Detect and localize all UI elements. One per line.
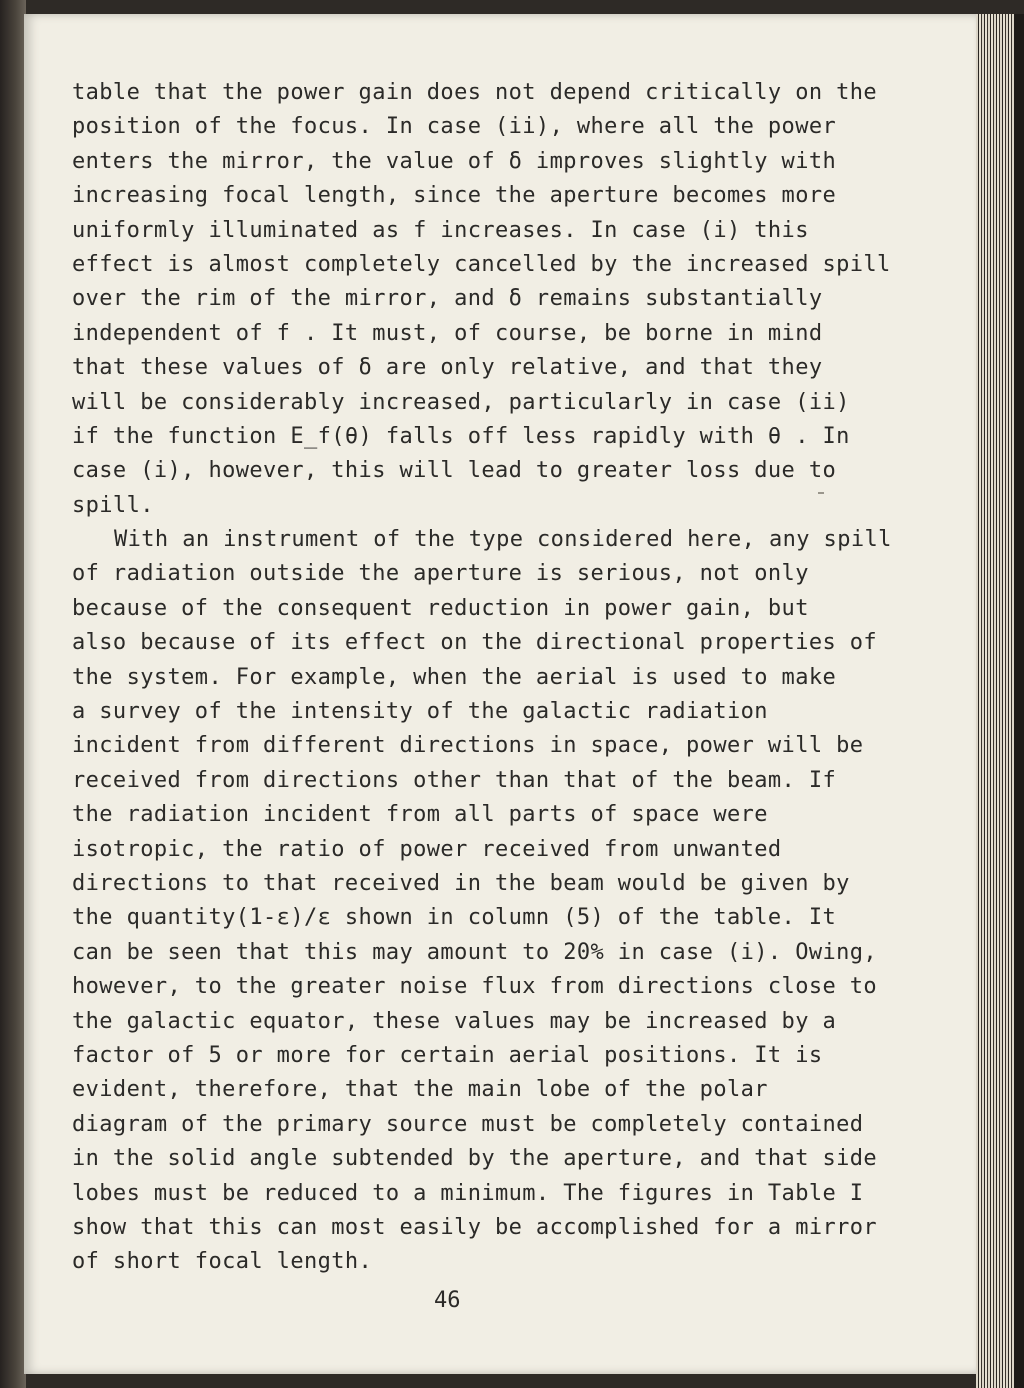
text-line: case (i), however, this will lead to greater loss due to (72, 458, 837, 484)
text-line: enters the mirror, the value of δ improves slightly with (72, 148, 837, 174)
binding-edge (0, 0, 26, 1388)
page-number: 46 (434, 1288, 461, 1313)
text-line: the galactic equator, these values may be increased by a (72, 1008, 837, 1034)
text-line: of short focal length. (72, 1249, 373, 1275)
text-line: the quantity(1-ε)/ε shown in column (5) of the table. It (72, 905, 837, 931)
text-line: independent of f . It must, of course, be borne in mind (72, 320, 823, 346)
text-line: lobes must be reduced to a minimum. The figures in Table I (72, 1180, 864, 1206)
paragraph-start-line: With an instrument of the type considered here, any spill (114, 527, 892, 553)
text-line: if the function E_f(θ) falls off less rapidly with θ . In (72, 423, 850, 449)
text-line: of radiation outside the aperture is serious, not only (72, 561, 809, 587)
text-line: in the solid angle subtended by the aperture, and that side (72, 1146, 878, 1172)
text-line: spill. (72, 492, 154, 518)
text-line: uniformly illuminated as f increases. In case (i) this (72, 217, 809, 243)
text-line: however, to the greater noise flux from directions close to (72, 974, 878, 1000)
text-line: that these values of δ are only relative, and that they (72, 355, 823, 381)
text-line: can be seen that this may amount to 20% in case (i). Owing, (72, 939, 878, 965)
text-line: evident, therefore, that the main lobe of the polar (72, 1077, 768, 1103)
text-line: received from directions other than that of the beam. If (72, 767, 837, 793)
text-line: the system. For example, when the aerial is used to make (72, 664, 837, 690)
text-line: factor of 5 or more for certain aerial positions. It is (72, 1042, 823, 1068)
text-line: the radiation incident from all parts of space were (72, 802, 768, 828)
text-line: diagram of the primary source must be completely contained (72, 1111, 864, 1137)
text-line: will be considerably increased, particularly in case (ii) (72, 389, 850, 415)
text-line: over the rim of the mirror, and δ remains substantially (72, 286, 823, 312)
page-stack-edges (976, 14, 1024, 1388)
text-line: directions to that received in the beam would be given by (72, 870, 850, 896)
text-line: position of the focus. In case (ii), where all the power (72, 114, 837, 140)
text-line: table that the power gain does not depend critically on the (72, 80, 878, 105)
text-line: because of the consequent reduction in power gain, but (72, 595, 809, 621)
stray-mark (818, 492, 824, 494)
text-line: increasing focal length, since the aperture becomes more (72, 183, 837, 209)
text-line: effect is almost completely cancelled by the increased spill (72, 251, 891, 277)
text-line: show that this can most easily be accomplished for a mirror (72, 1214, 878, 1240)
text-line: a survey of the intensity of the galactic radiation (72, 699, 768, 725)
text-line: incident from different directions in space, power will be (72, 733, 864, 759)
text-line: also because of its effect on the directional properties of (72, 630, 878, 656)
text-line: isotropic, the ratio of power received from unwanted (72, 836, 782, 862)
body-text (72, 76, 932, 1280)
